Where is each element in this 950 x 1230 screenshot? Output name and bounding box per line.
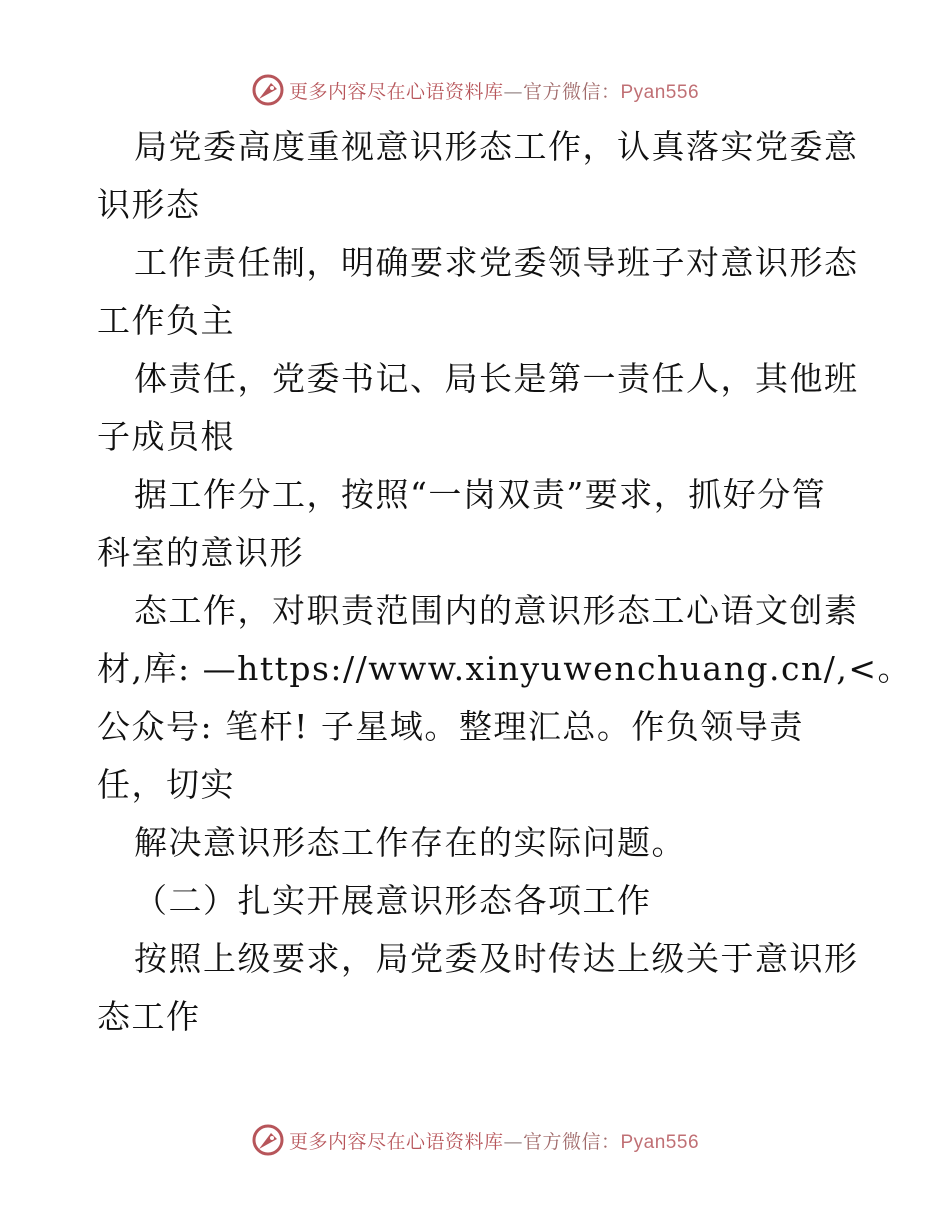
text-line: 按照上级要求，局党委及时传达上级关于意识形 [134, 939, 859, 978]
text-line: 工作负主 [97, 301, 235, 340]
text-line: 工作责任制，明确要求党委领导班子对意识形态 [134, 243, 859, 282]
text-line: 任，切实 [97, 765, 235, 804]
text-line: 子成员根 [97, 417, 235, 456]
text-line: 态工作 [97, 997, 201, 1036]
text-line: 体责任，党委书记、局长是第一责任人，其他班 [134, 359, 859, 398]
pen-nib-seal-icon [251, 73, 285, 107]
text-line: 科室的意识形 [97, 533, 304, 572]
text-line: 局党委高度重视意识形态工作，认真落实党委意 [134, 127, 859, 166]
text-line: 识形态 [97, 185, 201, 224]
text-line: 据工作分工，按照“一岗双责”要求，抓好分管 [134, 475, 827, 514]
text-line: 公众号: 笔杆! 子星域。整理汇总。作负领导责 [97, 707, 804, 746]
text-line: 材,库: —https://www.xinyuwenchuang.cn/,<。 [97, 649, 912, 688]
text-line: 态工作，对职责范围内的意识形态工心语文创素 [134, 591, 859, 630]
text-line: 解决意识形态工作存在的实际问题。 [134, 823, 686, 862]
pen-nib-seal-icon [251, 1123, 285, 1157]
footer-watermark [0, 1120, 950, 1160]
document-body [97, 118, 912, 1046]
section-heading: （二）扎实开展意识形态各项工作 [134, 881, 652, 920]
watermark-text: 更多内容尽在心语资料库—官方微信：Pyan556 [288, 1130, 700, 1153]
watermark-text: 更多内容尽在心语资料库—官方微信：Pyan556 [288, 80, 700, 103]
header-watermark [0, 70, 950, 110]
